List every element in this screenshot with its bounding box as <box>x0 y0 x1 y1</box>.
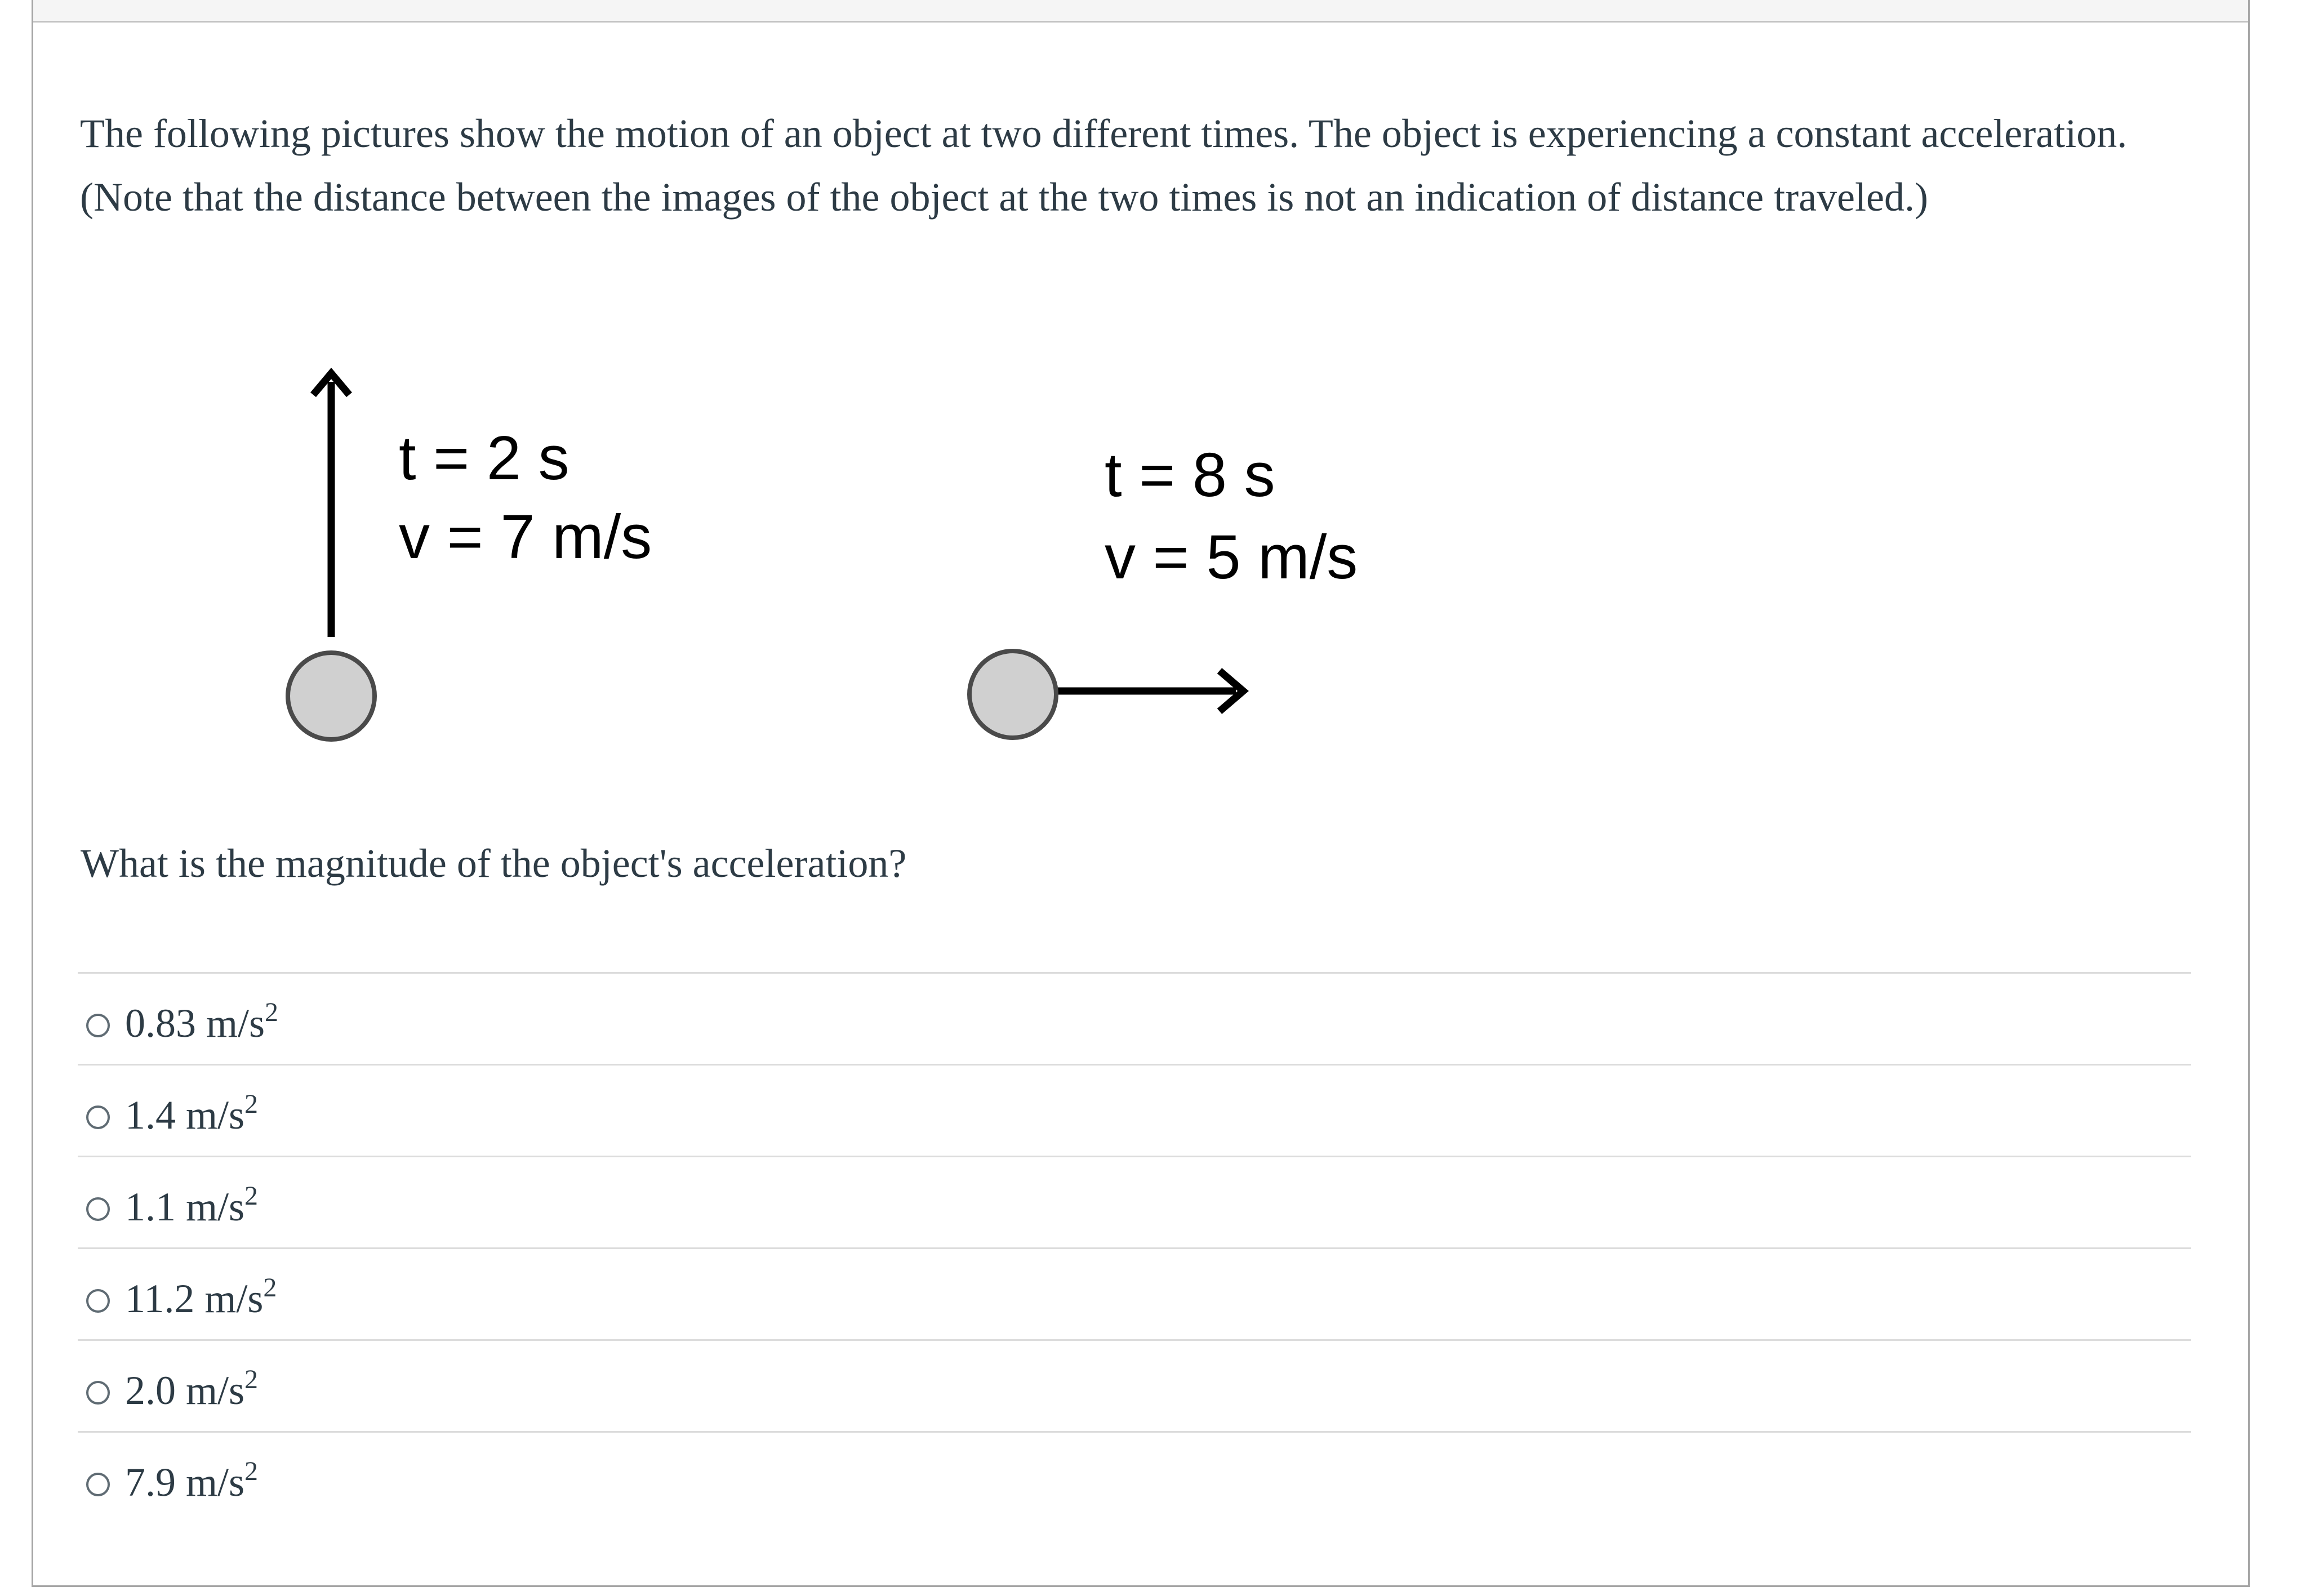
object-at-first-time <box>288 373 652 739</box>
answer-label[interactable] <box>125 1270 277 1327</box>
question-prompt: What is the magnitude of the object's acceleration? <box>81 841 907 886</box>
answer-label[interactable] <box>125 1362 258 1419</box>
answer-label[interactable] <box>125 1087 258 1143</box>
answer-exponent: 2 <box>244 1365 259 1394</box>
answer-option[interactable] <box>78 1247 2191 1339</box>
answer-label[interactable] <box>125 995 278 1051</box>
answer-value: 2.0 m/s <box>125 1368 245 1413</box>
question-card <box>32 0 2250 1587</box>
radio-button[interactable] <box>86 1105 110 1129</box>
answer-list <box>78 972 2191 1523</box>
radio-button[interactable] <box>86 1381 110 1405</box>
answer-label[interactable] <box>125 1179 258 1235</box>
object-at-second-time <box>969 440 1358 738</box>
radio-button[interactable] <box>86 1014 110 1037</box>
answer-value: 0.83 m/s <box>125 1001 265 1046</box>
answer-option[interactable] <box>78 1339 2191 1431</box>
answer-exponent: 2 <box>244 1089 259 1119</box>
answer-option[interactable] <box>78 1156 2191 1247</box>
first-velocity-label: v = 7 m/s <box>399 502 652 572</box>
radio-button[interactable] <box>86 1197 110 1221</box>
answer-exponent: 2 <box>244 1456 259 1486</box>
motion-diagram <box>33 0 2248 779</box>
second-velocity-label: v = 5 m/s <box>1105 523 1358 592</box>
object-ball-first <box>288 653 375 739</box>
answer-value: 1.4 m/s <box>125 1093 245 1138</box>
question-intro-text: The following pictures show the motion of an object at two different times. The object is experiencing a constant acceleration. (Note that the distance between the images of the object at the two times is not an indication of distance traveled.) <box>80 111 2128 220</box>
answer-exponent: 2 <box>265 997 279 1027</box>
answer-option[interactable] <box>78 972 2191 1064</box>
answer-label[interactable] <box>125 1454 258 1510</box>
radio-button[interactable] <box>86 1289 110 1313</box>
radio-button[interactable] <box>86 1473 110 1496</box>
object-ball-second <box>969 651 1056 738</box>
answer-option[interactable] <box>78 1431 2191 1523</box>
first-time-label: t = 2 s <box>399 423 569 493</box>
answer-value: 7.9 m/s <box>125 1460 245 1505</box>
answer-exponent: 2 <box>244 1181 259 1211</box>
answer-option[interactable] <box>78 1064 2191 1156</box>
answer-value: 11.2 m/s <box>125 1276 264 1321</box>
answer-exponent: 2 <box>263 1273 277 1303</box>
second-time-label: t = 8 s <box>1105 440 1275 510</box>
answer-value: 1.1 m/s <box>125 1184 245 1229</box>
